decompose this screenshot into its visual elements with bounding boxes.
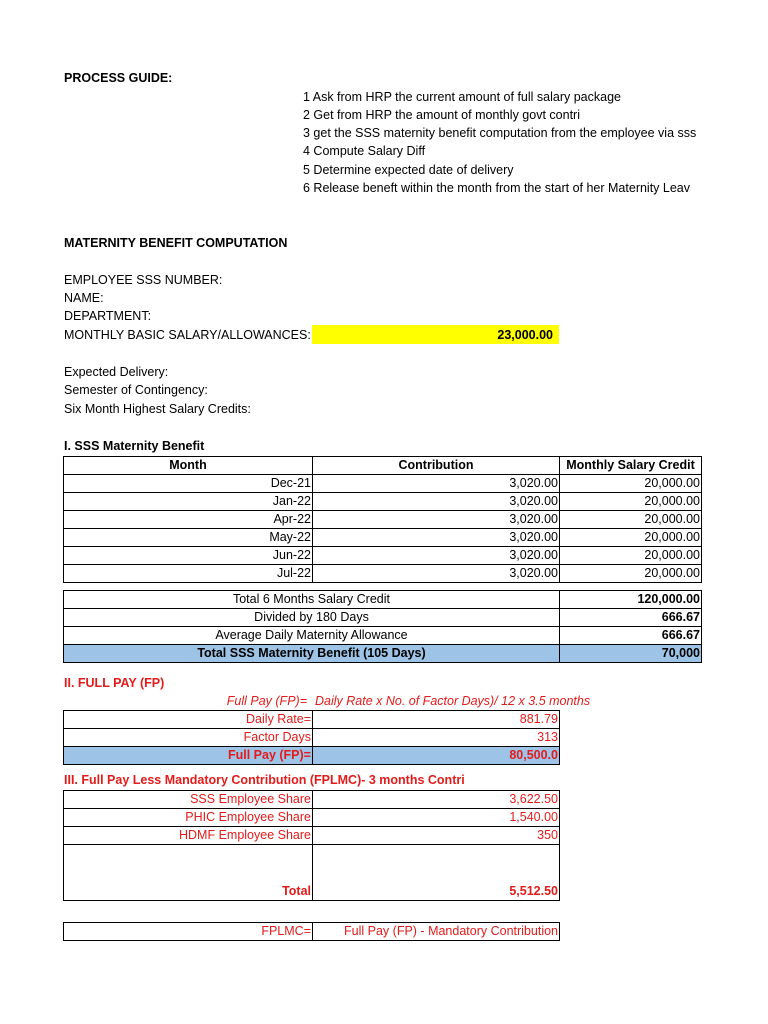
row-label: SSS Employee Share <box>64 791 313 809</box>
msc-cell: 20,000.00 <box>560 493 702 511</box>
full-pay-title: II. FULL PAY (FP) <box>64 676 165 690</box>
month-cell: Jan-22 <box>64 493 313 511</box>
fplmc-label: FPLMC= <box>64 923 313 941</box>
summary-total-row <box>64 645 702 663</box>
fplmc-title: III. Full Pay Less Mandatory Contribution (FPLMC)- 3 months Contri <box>64 773 465 787</box>
row-value: 350 <box>313 827 560 845</box>
summary-label: Divided by 180 Days <box>64 609 560 627</box>
row-label: HDMF Employee Share <box>64 827 313 845</box>
summary-value: 70,000 <box>560 645 702 663</box>
row-label: Full Pay (FP)= <box>64 747 313 765</box>
summary-value: 120,000.00 <box>560 591 702 609</box>
sss-section-title: I. SSS Maternity Benefit <box>64 439 205 453</box>
process-step: 2 Get from HRP the amount of monthly govt contri <box>303 108 580 122</box>
contribution-cell: 3,020.00 <box>313 565 560 583</box>
summary-row <box>64 591 702 609</box>
month-cell: Jun-22 <box>64 547 313 565</box>
month-cell: May-22 <box>64 529 313 547</box>
table-row <box>64 827 560 845</box>
process-step: 3 get the SSS maternity benefit computation from the employee via sss <box>303 126 697 140</box>
process-step: 4 Compute Salary Diff <box>303 144 426 158</box>
fplmc-formula: Full Pay (FP) - Mandatory Contribution <box>313 923 560 941</box>
table-row <box>64 565 702 583</box>
table-row <box>64 511 702 529</box>
row-value: 80,500.0 <box>313 747 560 765</box>
process-step: 1 Ask from HRP the current amount of full salary package <box>303 90 621 104</box>
msc-cell: 20,000.00 <box>560 511 702 529</box>
msc-cell: 20,000.00 <box>560 547 702 565</box>
table-total-row <box>64 747 560 765</box>
process-guide-title: PROCESS GUIDE: <box>64 71 173 85</box>
expected-delivery-label: Expected Delivery: <box>64 365 169 379</box>
salary-value: 23,000.00 <box>497 328 553 342</box>
msc-cell: 20,000.00 <box>560 565 702 583</box>
fplmc-formula-table <box>63 922 560 941</box>
total-value: 5,512.50 <box>313 845 560 901</box>
summary-value: 666.67 <box>560 609 702 627</box>
process-step: 6 Release beneft within the month from the start of her Maternity Leav <box>303 181 691 195</box>
summary-label: Total SSS Maternity Benefit (105 Days) <box>64 645 560 663</box>
sss-summary-table <box>63 590 702 663</box>
msc-cell: 20,000.00 <box>560 529 702 547</box>
full-pay-table <box>63 710 560 765</box>
month-cell: Dec-21 <box>64 475 313 493</box>
row-label: PHIC Employee Share <box>64 809 313 827</box>
table-row <box>64 493 702 511</box>
contribution-cell: 3,020.00 <box>313 529 560 547</box>
contribution-cell: 3,020.00 <box>313 547 560 565</box>
row-value: 3,622.50 <box>313 791 560 809</box>
row-label: Daily Rate= <box>64 711 313 729</box>
sss-contribution-table <box>63 456 702 583</box>
table-row <box>64 923 560 941</box>
table-total-row <box>64 845 560 901</box>
month-cell: Apr-22 <box>64 511 313 529</box>
column-header: Monthly Salary Credit <box>560 457 702 475</box>
row-value: 881.79 <box>313 711 560 729</box>
fplmc-table <box>63 790 560 901</box>
column-header: Month <box>64 457 313 475</box>
row-label: Factor Days <box>64 729 313 747</box>
table-row <box>64 809 560 827</box>
table-row <box>64 729 560 747</box>
column-header: Contribution <box>313 457 560 475</box>
six-month-label: Six Month Highest Salary Credits: <box>64 402 251 416</box>
table-row <box>64 529 702 547</box>
full-pay-formula: Daily Rate x No. of Factor Days)/ 12 x 3.5 months <box>315 694 591 708</box>
table-row <box>64 547 702 565</box>
contribution-cell: 3,020.00 <box>313 475 560 493</box>
summary-row <box>64 627 702 645</box>
department-label: DEPARTMENT: <box>64 309 152 323</box>
summary-label: Average Daily Maternity Allowance <box>64 627 560 645</box>
row-value: 1,540.00 <box>313 809 560 827</box>
row-value: 313 <box>313 729 560 747</box>
table-header-row <box>64 457 702 475</box>
table-row <box>64 791 560 809</box>
salary-label: MONTHLY BASIC SALARY/ALLOWANCES: <box>64 328 311 342</box>
semester-label: Semester of Contingency: <box>64 383 208 397</box>
contribution-cell: 3,020.00 <box>313 511 560 529</box>
contribution-cell: 3,020.00 <box>313 493 560 511</box>
summary-value: 666.67 <box>560 627 702 645</box>
table-row <box>64 711 560 729</box>
total-label: Total <box>64 845 313 901</box>
full-pay-formula-label: Full Pay (FP)= <box>226 694 307 708</box>
computation-title: MATERNITY BENEFIT COMPUTATION <box>64 236 288 250</box>
summary-label: Total 6 Months Salary Credit <box>64 591 560 609</box>
sss-number-label: EMPLOYEE SSS NUMBER: <box>64 273 223 287</box>
month-cell: Jul-22 <box>64 565 313 583</box>
msc-cell: 20,000.00 <box>560 475 702 493</box>
process-step: 5 Determine expected date of delivery <box>303 163 514 177</box>
table-row <box>64 475 702 493</box>
summary-row <box>64 609 702 627</box>
name-label: NAME: <box>64 291 104 305</box>
